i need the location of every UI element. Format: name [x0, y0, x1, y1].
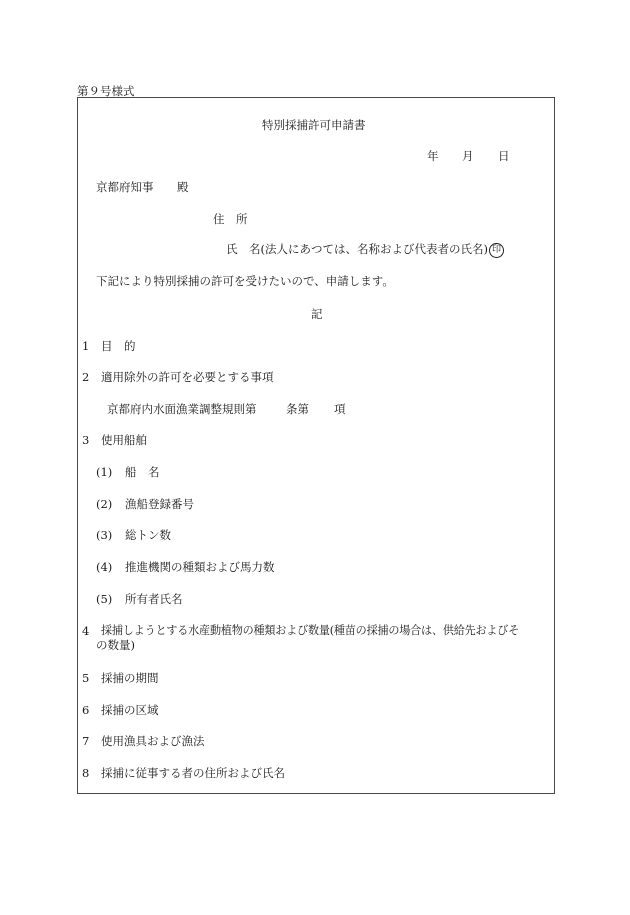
item-number: 1 — [82, 339, 90, 353]
item-number: 6 — [82, 703, 90, 717]
item-label: 適用除外の許可を必要とする事項 — [101, 370, 274, 384]
item-label: 採捕しようとする水産動植物の種類および数量(種苗の採捕の場合は、供給先およびそ — [101, 624, 520, 637]
applicant-name-line — [226, 242, 504, 258]
form-title: 特別採捕許可申請書 — [262, 118, 366, 132]
item-label-continued: の数量) — [96, 638, 135, 652]
ki-heading: 記 — [311, 307, 323, 321]
regulation-paragraph: 項 — [334, 402, 346, 416]
subitem-number: (4) — [96, 560, 113, 574]
item-number: 2 — [82, 370, 90, 384]
subitem-label: 総トン数 — [125, 528, 171, 542]
regulation-prefix: 京都府内水面漁業調整規則第 — [107, 402, 257, 416]
subitem-number: (5) — [96, 592, 113, 606]
form-number: 第９号様式 — [77, 84, 135, 98]
statement: 下記により特別採捕の許可を受けたいので、申請します。 — [96, 274, 394, 288]
subitem-label: 所有者氏名 — [125, 592, 183, 606]
subitem-number: (2) — [96, 497, 113, 511]
item-number: 5 — [82, 671, 90, 685]
form-frame — [77, 97, 555, 794]
item-label: 採捕に従事する者の住所および氏名 — [101, 766, 285, 780]
item-number: 3 — [82, 433, 90, 447]
item-label: 使用船舶 — [101, 433, 147, 447]
item-number: 8 — [82, 766, 90, 780]
subitem-label: 推進機関の種類および馬力数 — [125, 560, 275, 574]
applicant-address-label: 住 所 — [213, 212, 248, 226]
seal-mark: 印 — [489, 243, 504, 258]
item-label: 採捕の区域 — [101, 703, 159, 717]
subitem-number: (1) — [96, 465, 113, 479]
subitem-label: 漁船登録番号 — [125, 497, 194, 511]
addressee-name: 京都府知事 — [96, 180, 154, 194]
date-day: 日 — [498, 149, 510, 163]
item-number: 4 — [82, 624, 90, 638]
applicant-name-label: 氏 名(法人にあつては、名称および代表者の氏名) — [226, 242, 488, 256]
date-month: 月 — [462, 149, 474, 163]
addressee-honorific: 殿 — [177, 180, 189, 194]
subitem-number: (3) — [96, 528, 113, 542]
item-label: 使用漁具および漁法 — [101, 734, 205, 748]
item-label: 採捕の期間 — [101, 671, 159, 685]
item-label: 目 的 — [101, 339, 136, 353]
date-year: 年 — [427, 149, 439, 163]
item-number: 7 — [82, 734, 90, 748]
regulation-article: 条第 — [286, 402, 309, 416]
subitem-label: 船 名 — [125, 465, 160, 479]
